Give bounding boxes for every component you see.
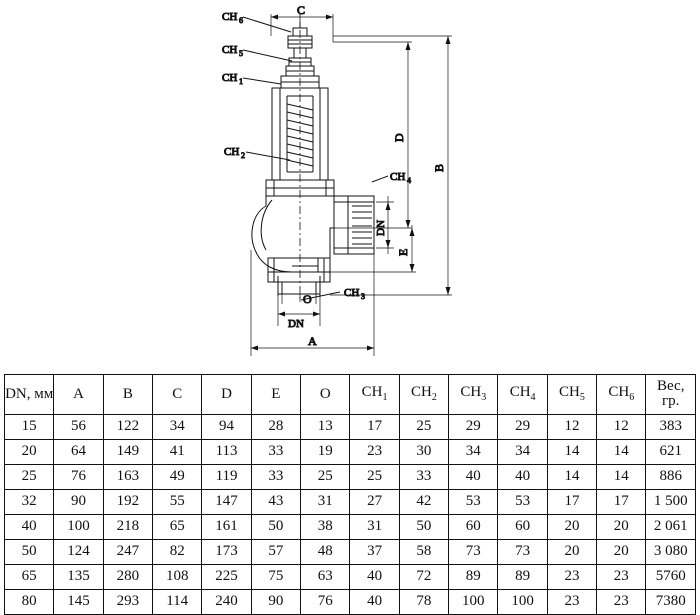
cell-value: 57	[251, 540, 300, 565]
cell-value: 14	[547, 440, 596, 465]
table-row	[5, 415, 696, 440]
cell-value: 293	[103, 590, 152, 615]
cell-value: 161	[202, 515, 251, 540]
cell-value: 25	[399, 415, 448, 440]
cell-value: 33	[251, 440, 300, 465]
cell-value: 63	[301, 565, 350, 590]
cell-dn: 20	[5, 440, 54, 465]
cell-value: 73	[498, 540, 547, 565]
cell-value: 56	[54, 415, 103, 440]
col-e: E	[251, 375, 300, 415]
cell-value: 2 061	[646, 515, 696, 540]
cell-value: 53	[498, 490, 547, 515]
cell-dn: 65	[5, 565, 54, 590]
col-d: D	[202, 375, 251, 415]
svg-text:O: O	[303, 292, 312, 306]
cell-value: 3 080	[646, 540, 696, 565]
cell-value: 7380	[646, 590, 696, 615]
col-ch3: $CH_3$	[449, 375, 498, 415]
col-ch2: $CH_2$	[399, 375, 448, 415]
cell-value: 40	[498, 465, 547, 490]
cell-value: 124	[54, 540, 103, 565]
cell-value: 100	[449, 590, 498, 615]
col-a: A	[54, 375, 103, 415]
cell-value: 55	[153, 490, 202, 515]
svg-text:DN: DN	[288, 318, 304, 330]
table-row	[5, 540, 696, 565]
cell-value: 20	[547, 540, 596, 565]
cell-value: 25	[301, 465, 350, 490]
cell-value: 40	[350, 590, 399, 615]
cell-value: 280	[103, 565, 152, 590]
cell-value: 14	[547, 465, 596, 490]
cell-value: 90	[54, 490, 103, 515]
cell-value: 76	[54, 465, 103, 490]
cell-value: 50	[399, 515, 448, 540]
cell-value: 43	[251, 490, 300, 515]
cell-value: 163	[103, 465, 152, 490]
cell-value: 50	[251, 515, 300, 540]
cell-value: 40	[350, 565, 399, 590]
table-body	[5, 415, 696, 615]
col-ch5: $CH_5$	[547, 375, 596, 415]
svg-text:B: B	[432, 163, 446, 172]
cell-value: 23	[597, 565, 646, 590]
cell-value: 25	[350, 465, 399, 490]
cell-dn: 25	[5, 465, 54, 490]
cell-value: 383	[646, 415, 696, 440]
cell-value: 42	[399, 490, 448, 515]
cell-value: 89	[498, 565, 547, 590]
col-ch1: $CH_1$	[350, 375, 399, 415]
col-ch4: $CH_4$	[498, 375, 547, 415]
cell-value: 886	[646, 465, 696, 490]
cell-dn: 32	[5, 490, 54, 515]
table-row	[5, 515, 696, 540]
cell-value: 23	[547, 565, 596, 590]
svg-text:2: 2	[241, 151, 245, 160]
cell-value: 60	[449, 515, 498, 540]
table-row	[5, 490, 696, 515]
table-row	[5, 440, 696, 465]
col-ch6: $CH_6$	[597, 375, 646, 415]
svg-text:5: 5	[239, 49, 243, 58]
cell-value: 100	[54, 515, 103, 540]
cell-value: 34	[449, 440, 498, 465]
svg-text:3: 3	[361, 292, 365, 301]
cell-value: 114	[153, 590, 202, 615]
cell-value: 23	[350, 440, 399, 465]
cell-value: 218	[103, 515, 152, 540]
cell-value: 13	[301, 415, 350, 440]
cell-value: 72	[399, 565, 448, 590]
cell-value: 135	[54, 565, 103, 590]
cell-value: 40	[449, 465, 498, 490]
cell-dn: 50	[5, 540, 54, 565]
cell-value: 17	[350, 415, 399, 440]
cell-value: 34	[498, 440, 547, 465]
cell-value: 75	[251, 565, 300, 590]
cell-dn: 15	[5, 415, 54, 440]
cell-value: 29	[449, 415, 498, 440]
svg-text:CH: CH	[344, 287, 360, 299]
cell-value: 5760	[646, 565, 696, 590]
cell-value: 12	[597, 415, 646, 440]
table-row	[5, 465, 696, 490]
svg-text:A: A	[308, 334, 317, 348]
svg-text:4: 4	[407, 176, 411, 185]
cell-value: 73	[449, 540, 498, 565]
cell-value: 58	[399, 540, 448, 565]
specification-table	[4, 374, 696, 615]
cell-value: 240	[202, 590, 251, 615]
svg-text:CH: CH	[222, 11, 238, 23]
col-weight: Вес, гр.	[646, 375, 696, 415]
cell-value: 60	[498, 515, 547, 540]
cell-value: 31	[301, 490, 350, 515]
specification-table-wrapper	[4, 374, 696, 615]
cell-value: 147	[202, 490, 251, 515]
svg-text:CH: CH	[222, 72, 238, 84]
cell-value: 122	[103, 415, 152, 440]
col-o: O	[301, 375, 350, 415]
cell-value: 19	[301, 440, 350, 465]
cell-value: 64	[54, 440, 103, 465]
svg-text:6: 6	[239, 16, 243, 25]
cell-value: 145	[54, 590, 103, 615]
cell-value: 100	[498, 590, 547, 615]
col-b: B	[103, 375, 152, 415]
cell-value: 37	[350, 540, 399, 565]
cell-value: 82	[153, 540, 202, 565]
cell-value: 76	[301, 590, 350, 615]
svg-text:E: E	[396, 248, 410, 256]
cell-value: 20	[597, 540, 646, 565]
cell-value: 247	[103, 540, 152, 565]
cell-value: 33	[251, 465, 300, 490]
cell-value: 14	[597, 465, 646, 490]
cell-value: 173	[202, 540, 251, 565]
cell-value: 20	[547, 515, 596, 540]
svg-text:CH: CH	[224, 146, 240, 158]
svg-text:C: C	[297, 3, 306, 17]
svg-text:DN: DN	[375, 220, 387, 236]
cell-value: 119	[202, 465, 251, 490]
cell-value: 28	[251, 415, 300, 440]
cell-value: 17	[547, 490, 596, 515]
cell-value: 89	[449, 565, 498, 590]
cell-value: 31	[350, 515, 399, 540]
cell-value: 192	[103, 490, 152, 515]
cell-value: 14	[597, 440, 646, 465]
cell-value: 53	[449, 490, 498, 515]
cell-value: 149	[103, 440, 152, 465]
cell-value: 113	[202, 440, 251, 465]
cell-value: 30	[399, 440, 448, 465]
cell-value: 65	[153, 515, 202, 540]
cell-value: 17	[597, 490, 646, 515]
svg-text:CH: CH	[390, 171, 406, 183]
table-row	[5, 565, 696, 590]
cell-dn: 80	[5, 590, 54, 615]
col-c: C	[153, 375, 202, 415]
cell-value: 29	[498, 415, 547, 440]
col-dn: DN, мм	[5, 375, 54, 415]
svg-text:D: D	[392, 133, 406, 142]
cell-value: 90	[251, 590, 300, 615]
cell-value: 78	[399, 590, 448, 615]
svg-text:CH: CH	[222, 44, 238, 56]
cell-value: 48	[301, 540, 350, 565]
cell-value: 33	[399, 465, 448, 490]
cell-value: 94	[202, 415, 251, 440]
cell-value: 34	[153, 415, 202, 440]
table-row	[5, 590, 696, 615]
svg-text:1: 1	[239, 77, 243, 86]
cell-value: 108	[153, 565, 202, 590]
cell-value: 20	[597, 515, 646, 540]
cell-value: 41	[153, 440, 202, 465]
table-header-row	[5, 375, 696, 415]
cell-value: 23	[597, 590, 646, 615]
cell-value: 621	[646, 440, 696, 465]
cell-value: 27	[350, 490, 399, 515]
cell-value: 23	[547, 590, 596, 615]
cell-value: 12	[547, 415, 596, 440]
cell-value: 38	[301, 515, 350, 540]
cell-value: 225	[202, 565, 251, 590]
cell-dn: 40	[5, 515, 54, 540]
cell-value: 49	[153, 465, 202, 490]
cell-value: 1 500	[646, 490, 696, 515]
